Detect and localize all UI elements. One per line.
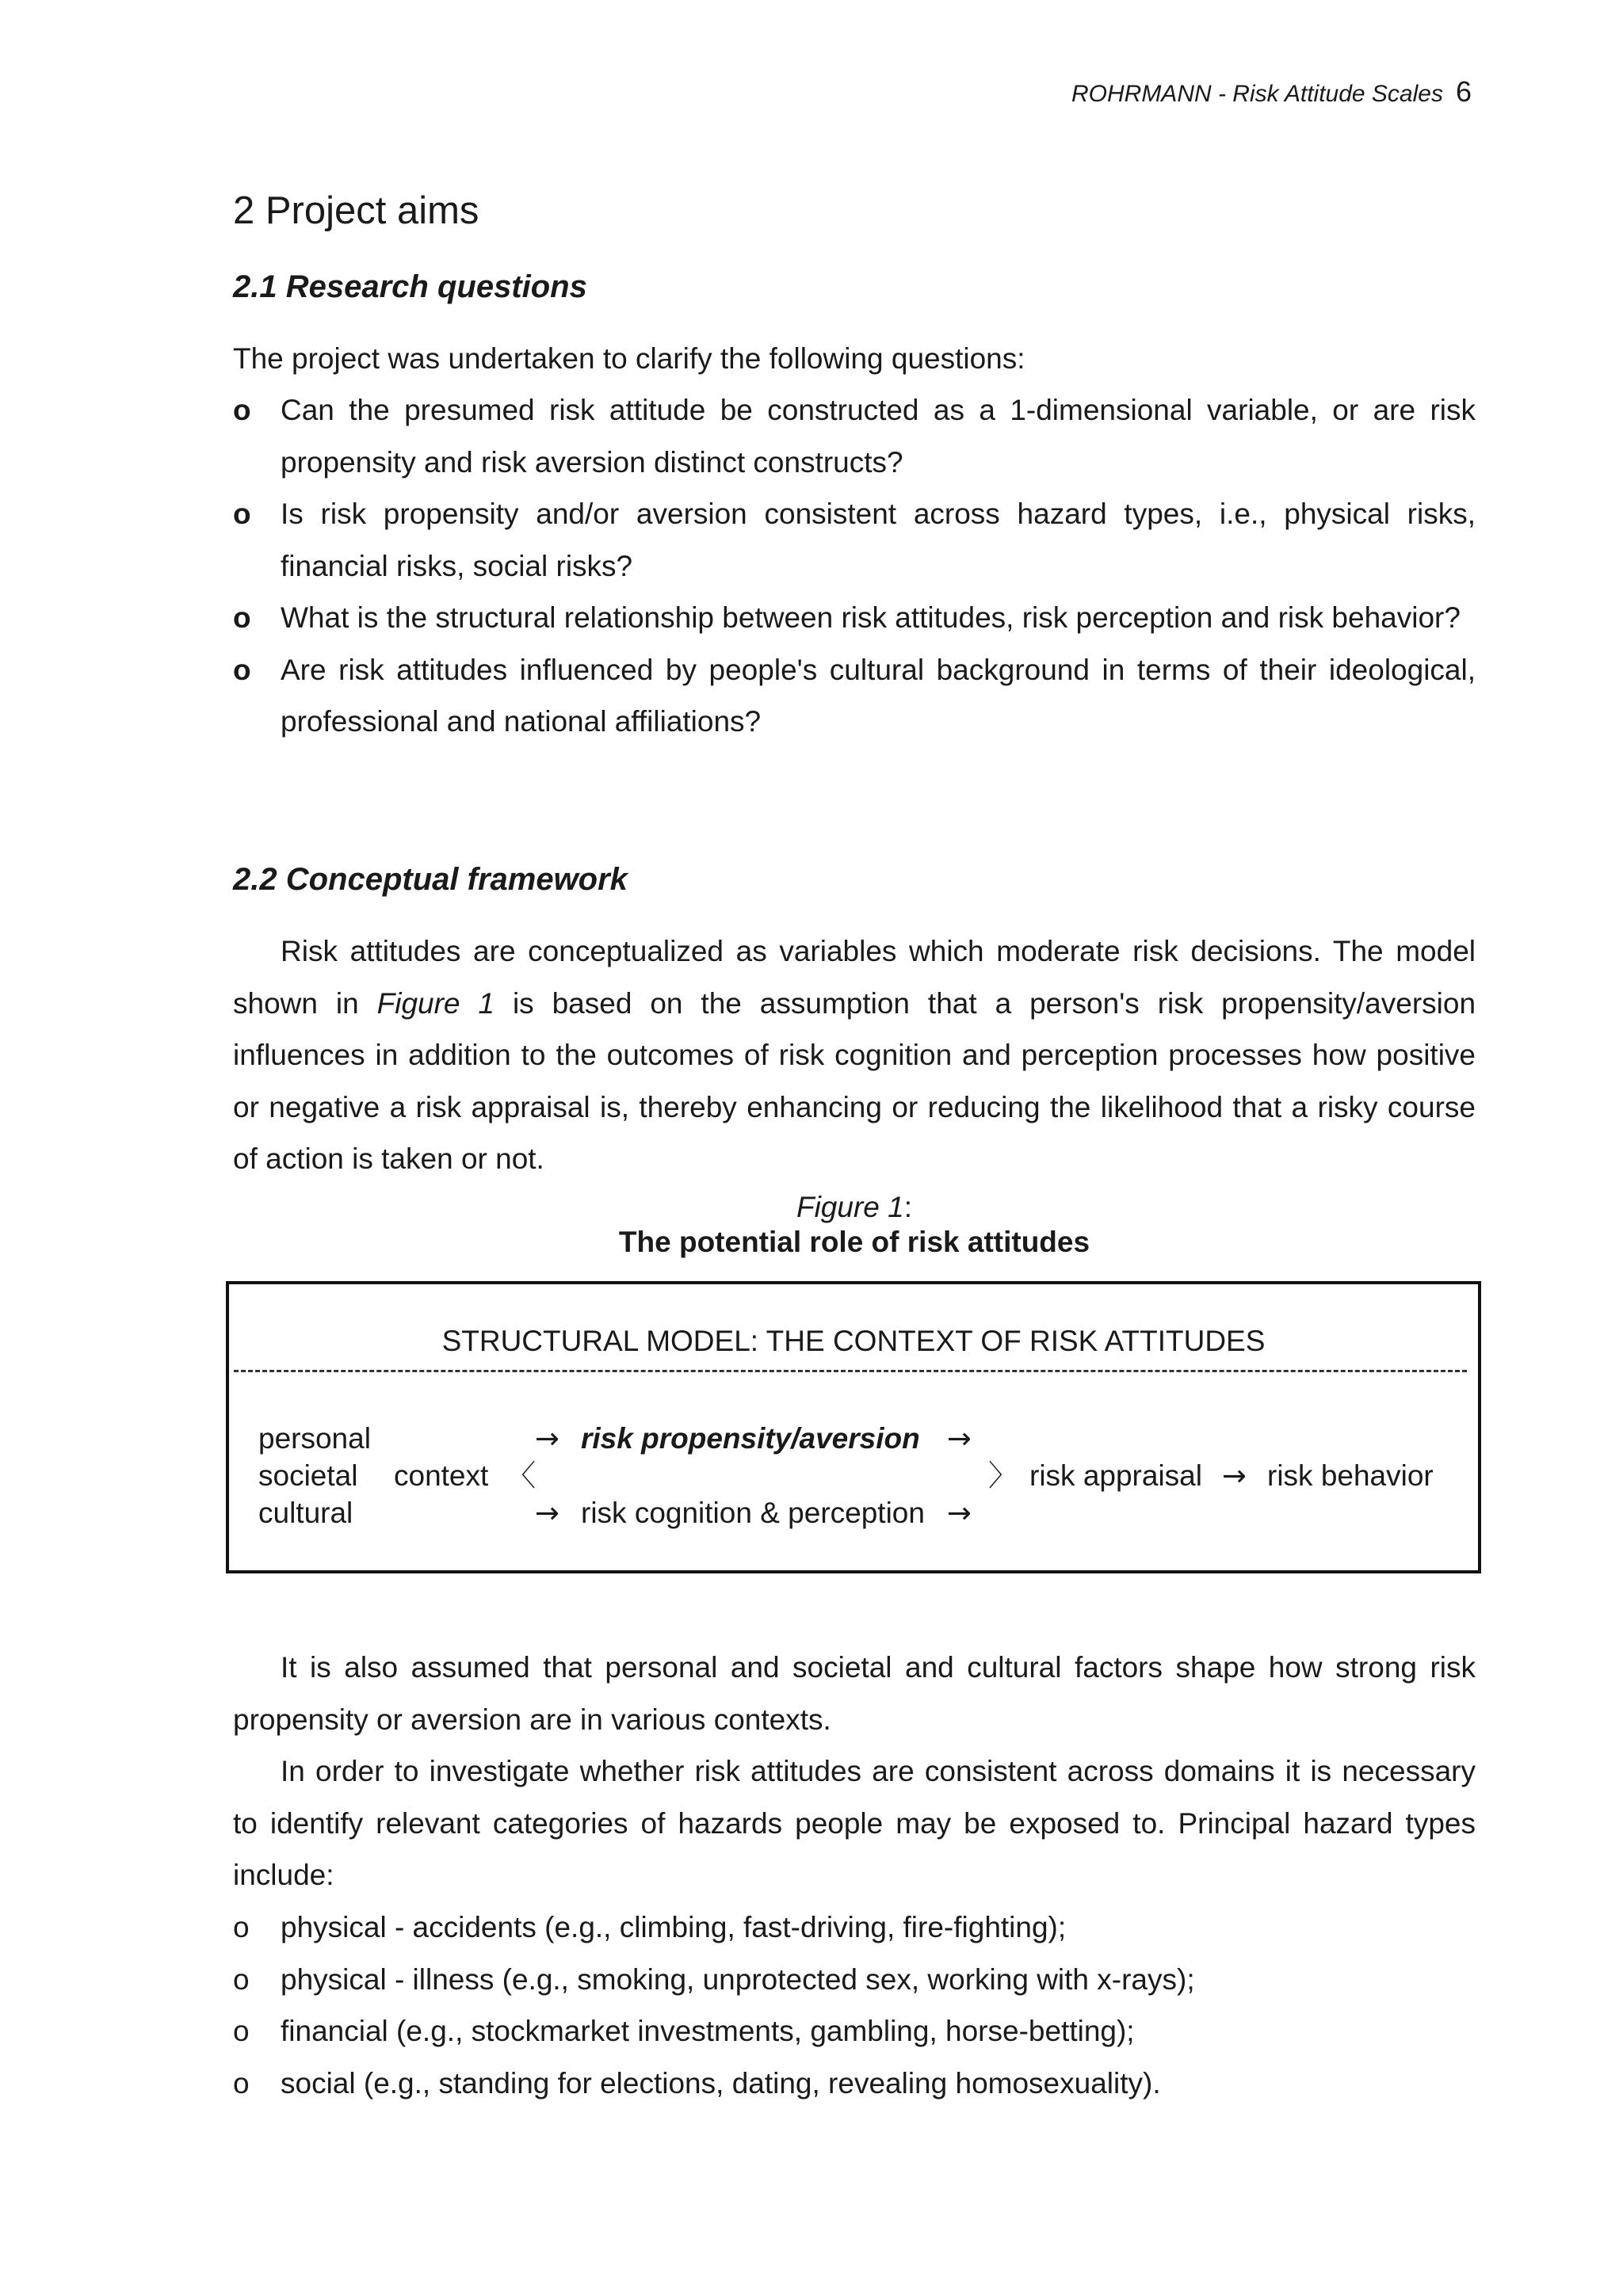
list-item [233,1954,1476,2006]
context-item-societal: societal [258,1459,358,1492]
running-header [1071,76,1472,110]
bullet-marker: o [233,2015,250,2047]
context-label: context [394,1459,489,1492]
hazard-text: social (e.g., standing for elections, dating, revealing homosexuality). [281,2066,1161,2100]
context-item-cultural: cultural [258,1497,353,1529]
research-intro: The project was undertaken to clarify the following questions: [233,342,1025,375]
arrow-icon: → [947,1421,972,1455]
upper-path-label: risk propensity/aversion [581,1422,920,1455]
section-heading: 2 Project aims [233,189,479,232]
arrow-icon: → [1222,1459,1247,1493]
bullet-marker: o [233,498,251,530]
hazard-text: physical - accidents (e.g., climbing, fast-driving, fire-fighting); [281,1911,1067,1943]
lower-path-label: risk cognition & perception [581,1497,925,1529]
list-item [233,488,1476,592]
question-text: Can the presumed risk attitude be constructed as a 1-dimensional variable, or are risk propensity and risk aversion distinct constructs? [281,394,1476,479]
bullet-marker: o [233,1911,250,1943]
list-item [233,1901,1476,1954]
framework-paragraph-3: In order to investigate whether risk attitudes are consistent across domains it is necessary to identify relevant categories of hazards people may be exposed to. Principal hazard types include: [233,1755,1476,1891]
figure-label-suffix: : [903,1191,912,1223]
question-text: Is risk propensity and/or aversion consistent across hazard types, i.e., physical risks, financial risks, social risks? [281,498,1476,582]
hazard-types-list [233,1901,1476,2109]
arrow-icon: → [947,1496,972,1530]
behavior-label: risk behavior [1267,1459,1434,1492]
open-bracket-icon: 〈 [506,1459,536,1493]
hazard-text: physical - illness (e.g., smoking, unprotected sex, working with x-rays); [281,1962,1195,1996]
running-title: ROHRMANN - Risk Attitude Scales [1071,81,1443,107]
paragraph-text: Risk attitudes are conceptualized as variables which moderate risk decisions. The model shown in [233,935,1476,1020]
close-bracket-icon: 〉 [988,1459,1018,1493]
question-text: Are risk attitudes influenced by people's cultural background in terms of their ideological, professional and national affiliations? [281,653,1476,738]
framework-paragraph-1 [233,925,1476,1185]
appraisal-label: risk appraisal [1029,1459,1202,1492]
figure-title: The potential role of risk attitudes [618,1226,1090,1258]
page-number: 6 [1455,75,1472,108]
list-item [233,644,1476,748]
dashed-divider [234,1370,1467,1372]
figure-label: Figure 1 [796,1191,904,1223]
bullet-marker: o [233,653,251,686]
paragraph-text: is based on the assumption that a person's risk propensity/aversion influences in addition to the outcomes of risk cognition and perception processes how positive or negative a risk appraisal is, thereby enhancing or reducing the likelihood that a risky course of action is taken or not. [233,986,1476,1175]
list-item [233,592,1476,644]
question-text: What is the structural relationship between risk attitudes, risk perception and risk behavior? [281,601,1461,634]
figure-reference: Figure 1 [376,986,495,1020]
arrow-icon: → [535,1496,560,1530]
research-questions-list [233,384,1476,748]
arrow-icon: → [535,1421,560,1455]
context-item-personal: personal [258,1422,371,1455]
list-item [233,384,1476,488]
bullet-marker: o [233,2066,250,2100]
bullet-marker: o [233,394,251,426]
subsection-heading-research-questions: 2.1 Research questions [233,269,587,304]
subsection-heading-conceptual-framework: 2.2 Conceptual framework [233,862,628,897]
bullet-marker: o [233,601,251,634]
list-item [233,2005,1476,2058]
bullet-marker: o [233,1962,250,1996]
framework-paragraph-2: It is also assumed that personal and societal and cultural factors shape how strong risk propensity or aversion are in various contexts. [233,1651,1476,1736]
hazard-text: financial (e.g., stockmarket investments, gambling, horse-betting); [281,2015,1135,2047]
structural-model-title: STRUCTURAL MODEL: THE CONTEXT OF RISK ATTITUDES [441,1325,1266,1357]
list-item [233,2058,1476,2110]
structural-model-box [226,1281,1481,1573]
figure-caption [233,1190,1476,1260]
